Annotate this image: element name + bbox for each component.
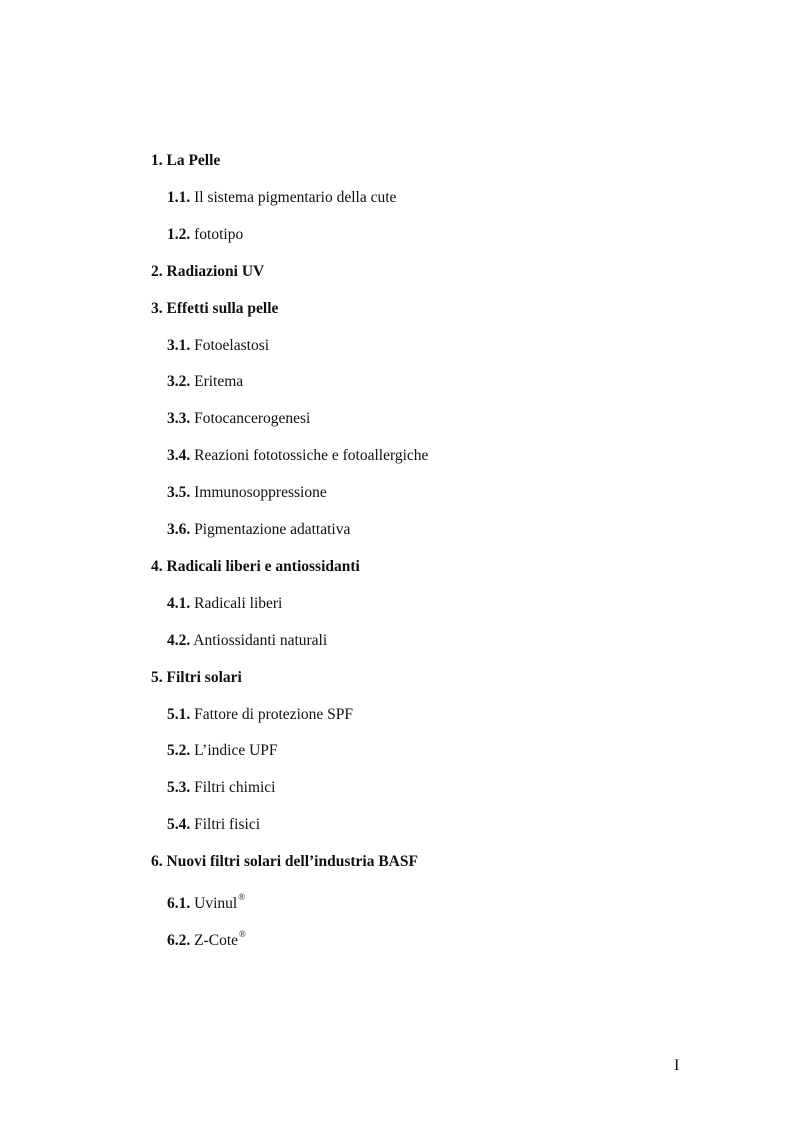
toc-title: Pigmentazione adattativa [194, 521, 351, 538]
toc-title: Filtri chimici [194, 779, 276, 797]
toc-title: Fotocancerogenesi [194, 410, 311, 428]
toc-title: Nuovi filtri solari dell’industria BASF [166, 853, 418, 871]
toc-section [167, 889, 245, 914]
toc-number: 5.3. [167, 779, 191, 797]
toc-number: 3.2. [167, 373, 191, 391]
toc-title: Filtri fisici [194, 816, 260, 834]
toc-chapter [151, 151, 220, 171]
toc-title: Effetti sulla pelle [166, 299, 279, 317]
toc-number: 5.2. [167, 742, 191, 760]
toc-number: 3.6. [167, 521, 191, 538]
toc-chapter [151, 262, 264, 282]
toc-number: 1.1. [167, 188, 191, 206]
toc-section [167, 815, 260, 835]
toc-section [167, 409, 310, 429]
toc-section [167, 336, 269, 356]
toc-title: Eritema [194, 373, 244, 391]
toc-number: 5. [151, 668, 163, 686]
toc-title: Fotoelastosi [194, 336, 270, 354]
toc-title: Fattore di protezione SPF [194, 705, 353, 723]
toc-number: 3.1. [167, 336, 191, 354]
toc-section [167, 520, 350, 540]
toc-number: 5.1. [167, 705, 191, 723]
toc-section [167, 483, 327, 503]
toc-chapter [151, 668, 242, 688]
toc-chapter [151, 299, 278, 319]
toc-number: 3. [151, 299, 163, 317]
toc-chapter [151, 852, 418, 872]
toc-section [167, 705, 353, 725]
toc-title: Radiazioni UV [166, 262, 265, 280]
toc-title: Immunosoppressione [194, 484, 327, 502]
toc-section [167, 631, 327, 651]
toc-number: 4.2. [167, 631, 191, 649]
toc-title: Radicali liberi e antiossidanti [166, 557, 360, 575]
toc-section [167, 188, 396, 208]
toc-number: 1.2. [167, 225, 191, 243]
toc-number: 6. [151, 853, 163, 871]
toc-number: 1. [151, 152, 163, 169]
toc-title: Il sistema pigmentario della cute [194, 188, 397, 206]
registered-mark: ® [238, 892, 246, 902]
toc-title: Radicali liberi [194, 594, 283, 612]
toc-number: 4.1. [167, 594, 191, 612]
toc-number: 3.3. [167, 410, 191, 428]
toc-title: Reazioni fototossiche e fotoallergiche [194, 447, 429, 465]
toc-section [167, 225, 243, 245]
toc-section [167, 372, 243, 392]
toc-section [167, 741, 278, 761]
toc-section [167, 778, 276, 798]
toc-chapter [151, 557, 360, 577]
toc-section [167, 446, 428, 466]
toc-title: Antiossidanti naturali [193, 631, 328, 649]
toc-number: 5.4. [167, 816, 191, 834]
toc-number: 4. [151, 557, 163, 575]
toc-number: 2. [151, 262, 163, 280]
toc-title: La Pelle [166, 152, 221, 169]
toc-number: 6.2. [167, 932, 191, 950]
registered-mark: ® [239, 928, 246, 939]
toc-title: Filtri solari [166, 668, 242, 686]
toc-section [167, 926, 246, 951]
toc-number: 3.4. [167, 447, 191, 465]
toc-number: 6.1. [167, 895, 191, 913]
toc-title: L’indice UPF [194, 742, 278, 760]
toc-number: 3.5. [167, 484, 191, 502]
toc-section [167, 594, 282, 614]
toc-title: fototipo [194, 225, 244, 243]
page-number: I [674, 1057, 680, 1074]
toc-title: Uvinul [194, 895, 238, 913]
toc-title: Z-Cote [194, 932, 239, 950]
